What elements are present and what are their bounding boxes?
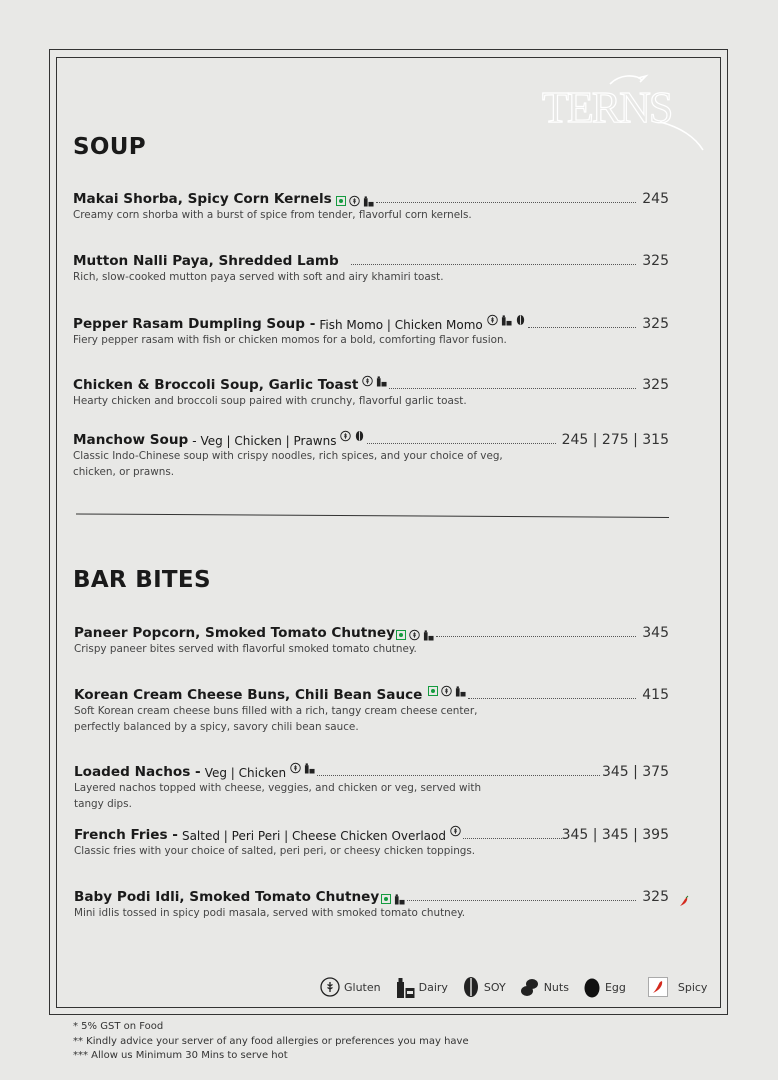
veg-icon bbox=[381, 894, 391, 904]
item-icons bbox=[450, 825, 461, 837]
legend-dairy bbox=[395, 976, 448, 998]
legend-spicy bbox=[648, 977, 708, 997]
footnote: *** Allow us Minimum 30 Mins to serve hot bbox=[73, 1050, 288, 1061]
legend-label: Spicy bbox=[677, 980, 708, 994]
item-description: Classic Indo-Chinese soup with crispy noodles, rich spices, and your choice of veg, chicken, or prawns. bbox=[73, 450, 503, 478]
item-price: 325 bbox=[642, 316, 669, 332]
item-description: Mini idlis tossed in spicy podi masala, served with smoked tomato chutney. bbox=[74, 907, 466, 919]
item-options: Salted | Peri Peri | Cheese Chicken Overlaod bbox=[181, 829, 446, 843]
dairy-icon bbox=[304, 762, 315, 774]
item-name: Mutton Nalli Paya, Shredded Lamb bbox=[73, 253, 339, 269]
dot-leader bbox=[463, 838, 562, 839]
dot-leader bbox=[436, 636, 636, 637]
item-name: Korean Cream Cheese Buns, Chili Bean Sauce bbox=[74, 687, 423, 703]
item-options: Fish Momo | Chicken Momo bbox=[319, 318, 483, 332]
menu-item bbox=[73, 189, 669, 223]
item-icons bbox=[290, 762, 315, 774]
item-name: Manchow Soup bbox=[73, 432, 189, 448]
legend-egg bbox=[583, 976, 626, 998]
item-description: Soft Korean cream cheese buns filled with a rich, tangy cream cheese center, perfectly balanced by a spicy, savory chili bean sauce. bbox=[74, 705, 478, 733]
item-price: 345 bbox=[642, 625, 669, 641]
item-description: Creamy corn shorba with a burst of spice from tender, flavorful corn kernels. bbox=[73, 209, 472, 221]
menu-item bbox=[74, 825, 669, 859]
menu-item bbox=[73, 314, 669, 348]
gluten-icon bbox=[362, 375, 373, 387]
item-name: Paneer Popcorn, Smoked Tomato Chutney bbox=[74, 625, 395, 641]
chili-icon bbox=[678, 895, 690, 907]
item-icons bbox=[487, 314, 526, 326]
chili-icon bbox=[648, 977, 668, 997]
item-price: 345 | 375 bbox=[601, 764, 669, 780]
menu-item bbox=[74, 887, 669, 921]
nuts-icon bbox=[520, 977, 540, 997]
gluten-icon bbox=[320, 977, 340, 997]
dairy-icon bbox=[423, 629, 434, 641]
gluten-icon bbox=[340, 430, 351, 442]
menu-item bbox=[73, 430, 669, 480]
section-title-bar-bites: BAR BITES bbox=[73, 567, 211, 593]
veg-icon bbox=[428, 686, 438, 696]
dot-leader bbox=[376, 202, 637, 203]
gluten-icon bbox=[349, 195, 360, 207]
veg-icon bbox=[396, 630, 406, 640]
legend-soy bbox=[462, 976, 506, 998]
item-icons bbox=[428, 685, 466, 697]
menu-item bbox=[73, 251, 669, 285]
dairy-icon bbox=[395, 976, 415, 998]
item-description: Layered nachos topped with cheese, veggies, and chicken or veg, served with tangy dips. bbox=[74, 782, 482, 810]
item-price: 325 bbox=[642, 889, 669, 905]
gluten-icon bbox=[487, 314, 498, 326]
item-icons bbox=[336, 195, 374, 207]
item-price: 345 | 345 | 395 bbox=[561, 827, 669, 843]
item-options: Veg | Chicken bbox=[204, 766, 287, 780]
veg-icon bbox=[336, 196, 346, 206]
gluten-icon bbox=[450, 825, 461, 837]
dot-leader bbox=[317, 775, 600, 776]
dairy-icon bbox=[501, 314, 512, 326]
gluten-icon bbox=[409, 629, 420, 641]
svg-text:TERNS: TERNS bbox=[542, 83, 672, 132]
legend-label: Dairy bbox=[418, 980, 448, 994]
legend-label: SOY bbox=[483, 980, 506, 994]
legend-gluten bbox=[320, 977, 381, 997]
dot-leader bbox=[528, 327, 637, 328]
item-options: - Veg | Chicken | Prawns bbox=[192, 434, 337, 448]
item-description: Hearty chicken and broccoli soup paired with crunchy, flavorful garlic toast. bbox=[73, 395, 467, 407]
soy-icon bbox=[462, 976, 480, 998]
item-name: Baby Podi Idli, Smoked Tomato Chutney bbox=[74, 889, 380, 905]
dairy-icon bbox=[363, 195, 374, 207]
item-name: French Fries - bbox=[74, 827, 178, 843]
soy-icon bbox=[354, 430, 365, 442]
item-description: Rich, slow-cooked mutton paya served with soft and airy khamiri toast. bbox=[73, 271, 444, 283]
item-price: 325 bbox=[642, 377, 669, 393]
soy-icon bbox=[515, 314, 526, 326]
menu-item bbox=[73, 375, 669, 409]
allergen-legend bbox=[320, 976, 707, 998]
item-name: Chicken & Broccoli Soup, Garlic Toast bbox=[73, 377, 359, 393]
gluten-icon bbox=[290, 762, 301, 774]
menu-item bbox=[74, 685, 669, 735]
footnote: ** Kindly advice your server of any food allergies or preferences you may have bbox=[73, 1035, 469, 1047]
menu-item bbox=[74, 762, 669, 812]
item-price: 325 bbox=[642, 253, 669, 269]
section-title-soup: SOUP bbox=[73, 134, 146, 160]
item-icons bbox=[340, 430, 365, 442]
item-price: 245 bbox=[642, 191, 669, 207]
dot-leader bbox=[367, 443, 555, 444]
item-description: Fiery pepper rasam with fish or chicken momos for a bold, comforting flavor fusion. bbox=[73, 334, 507, 346]
dairy-icon bbox=[376, 375, 387, 387]
item-name: Pepper Rasam Dumpling Soup - bbox=[73, 316, 316, 332]
item-price: 245 | 275 | 315 bbox=[561, 432, 669, 448]
legend-label: Egg bbox=[604, 980, 626, 994]
footnote: * 5% GST on Food bbox=[73, 1021, 164, 1032]
item-icons bbox=[396, 629, 434, 641]
item-name: Makai Shorba, Spicy Corn Kernels bbox=[73, 191, 332, 207]
dairy-icon bbox=[394, 893, 405, 905]
item-name: Loaded Nachos - bbox=[74, 764, 201, 780]
dot-leader bbox=[389, 388, 636, 389]
item-icons bbox=[362, 375, 387, 387]
menu-item bbox=[74, 623, 669, 657]
item-description: Classic fries with your choice of salted, peri peri, or cheesy chicken toppings. bbox=[74, 845, 476, 857]
dot-leader bbox=[351, 264, 637, 265]
legend-label: Gluten bbox=[344, 980, 381, 994]
item-description: Crispy paneer bites served with flavorful smoked tomato chutney. bbox=[74, 643, 417, 655]
dot-leader bbox=[468, 698, 636, 699]
item-icons bbox=[381, 893, 405, 905]
egg-icon bbox=[583, 976, 601, 998]
dot-leader bbox=[407, 900, 636, 901]
footnotes bbox=[73, 1020, 469, 1064]
section-divider bbox=[76, 513, 669, 519]
terns-logo bbox=[540, 72, 705, 152]
legend-label: Nuts bbox=[543, 980, 569, 994]
legend-nuts bbox=[520, 977, 569, 997]
gluten-icon bbox=[441, 685, 452, 697]
dairy-icon bbox=[455, 685, 466, 697]
item-price: 415 bbox=[642, 687, 669, 703]
